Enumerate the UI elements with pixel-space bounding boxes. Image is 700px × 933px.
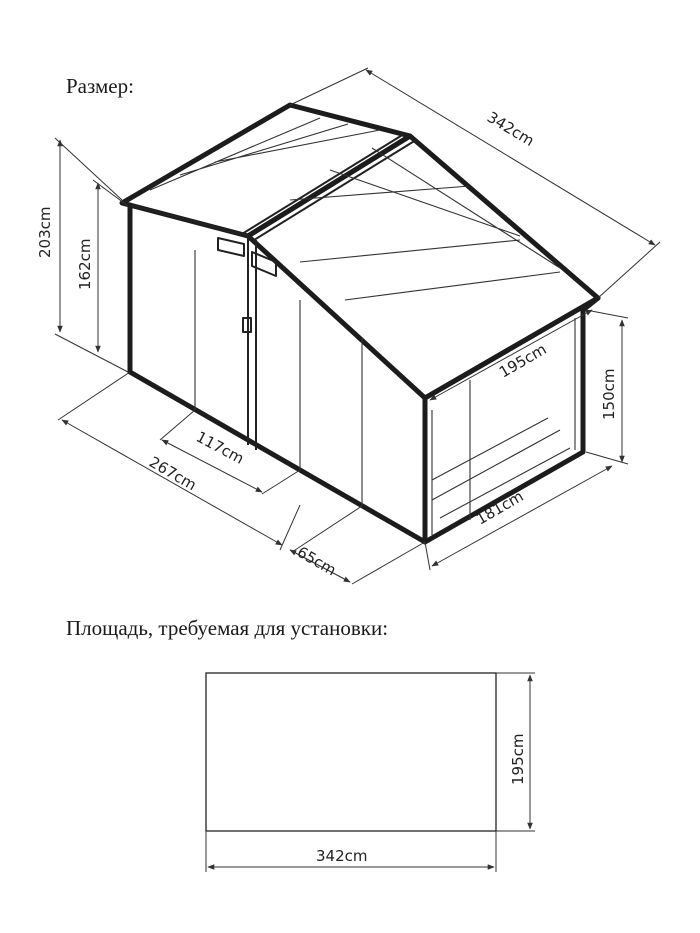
dimension-lines [55, 68, 660, 584]
size-heading: Размер: [66, 74, 134, 98]
dim-162: 162cm [76, 238, 94, 290]
footprint-diagram [206, 673, 535, 872]
dim-195: 195cm [496, 340, 550, 382]
dim-342: 342cm [483, 107, 538, 150]
footprint-length-label: 342cm [316, 847, 368, 865]
dim-150: 150cm [600, 368, 618, 420]
base-front [130, 372, 425, 542]
area-heading: Площадь, требуемая для установки: [66, 616, 389, 640]
dim-117: 117cm [193, 427, 248, 468]
footprint-width-label: 195cm [509, 733, 527, 785]
dim-267: 267cm [146, 452, 200, 495]
dim-203: 203cm [36, 206, 54, 258]
footprint-rect [206, 673, 496, 831]
dim-181: 181cm [473, 487, 527, 529]
dim-65: 65cm [294, 542, 340, 580]
